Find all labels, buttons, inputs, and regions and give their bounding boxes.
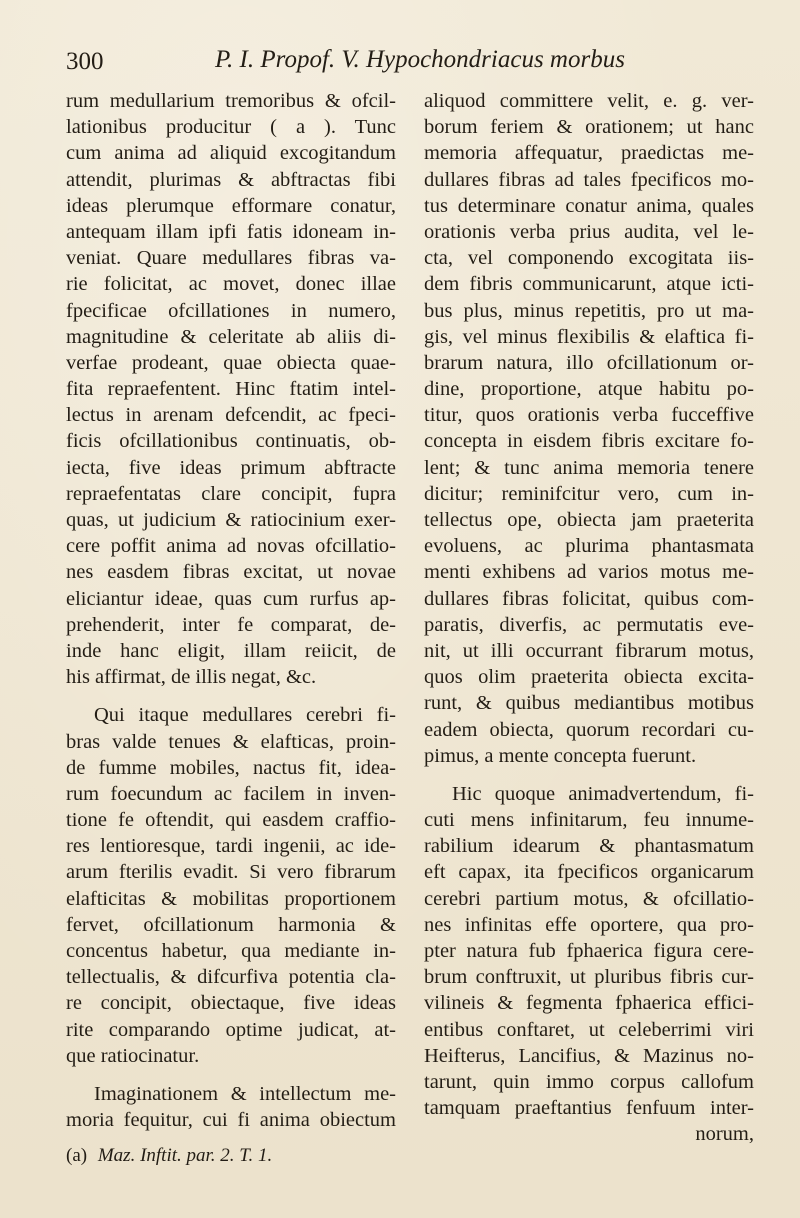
text-line: entibus conftaret, ut celeberrimi viri — [424, 1018, 754, 1041]
text-line: rabilium idearum & phantasmatum — [424, 835, 754, 858]
text-line: dicitur; reminifcitur vero, cum in- — [424, 482, 754, 505]
text-line: tellectualis, & difcurfiva potentia cla- — [66, 966, 396, 989]
text-line: moria fequitur, cui fi anima obiectum — [66, 1109, 396, 1132]
text-line: concepta in eisdem fibris excitare fo- — [424, 430, 754, 453]
text-line: dullares fibras ad tales fpecificos mo- — [424, 168, 754, 191]
text-line: Imaginationem & intellectum me- — [94, 1082, 396, 1105]
text-line: lationibus producitur ( a ). Tunc — [66, 116, 396, 139]
text-line: dem fibris communicarunt, atque icti- — [424, 273, 754, 296]
page-number: 300 — [66, 48, 104, 75]
text-line: vilineis & fegmenta fphaerica effici- — [424, 992, 754, 1015]
paragraph-gap — [66, 1069, 396, 1081]
text-line: tamquam praeftantius fenfuum inter- — [424, 1097, 754, 1120]
text-line: menti exhibens ad varios motus me- — [424, 561, 754, 584]
text-line: magnitudine & celeritate ab aliis di- — [66, 325, 396, 348]
right-text-column — [424, 88, 754, 1148]
text-line: ideas plerumque efformare conatur, — [66, 194, 396, 217]
text-line: borum feriem & orationem; ut hanc — [424, 116, 754, 139]
footnote — [66, 1145, 272, 1167]
left-text-column — [66, 88, 396, 1133]
text-line: verfae prodeant, quae obiecta quae- — [66, 351, 396, 374]
paragraph-gap — [424, 769, 754, 781]
text-line: cerebri partium motus, & ofcillatio- — [424, 887, 754, 910]
text-line: quos olim praeterita obiecta excita- — [424, 666, 754, 689]
text-line: res lentioresque, tardi ingenii, ac ide- — [66, 835, 396, 858]
text-line: fpecificae ofcillationes in numero, — [66, 299, 396, 322]
text-line: inde hanc eligit, illam reiicit, de — [66, 639, 396, 662]
text-line: norum, — [695, 1123, 754, 1146]
text-line: nes easdem fibras excitat, ut novae — [66, 561, 396, 584]
text-line: rite comparando optime judicat, at- — [66, 1018, 396, 1041]
text-line: gis, vel minus flexibilis & elaftica fi- — [424, 325, 754, 348]
text-line: Heifterus, Lancifius, & Mazinus no- — [424, 1044, 754, 1067]
text-line: lectus in arenam defcendit, ac fpeci- — [66, 404, 396, 427]
running-head — [60, 46, 760, 78]
footnote-text: Maz. Inftit. par. 2. T. 1. — [97, 1145, 273, 1166]
text-line: fervet, ofcillationum harmonia & — [66, 913, 396, 936]
text-line: pimus, a mente concepta fuerunt. — [424, 744, 697, 767]
text-line: lent; & tunc anima memoria tenere — [424, 456, 754, 479]
text-line: concentus habetur, qua mediante in- — [66, 940, 396, 962]
text-line: de fumme mobiles, nactus fit, idea- — [66, 756, 396, 779]
text-line: rum foecundum ac facilem in inven- — [66, 782, 396, 805]
text-line: Qui itaque medullares cerebri fi- — [94, 704, 396, 727]
text-line: re concipit, obiectaque, five ideas — [66, 992, 396, 1015]
text-line: cta, vel componendo excogitata iis- — [424, 247, 754, 270]
text-line: aliquod committere velit, e. g. ver- — [424, 90, 754, 112]
text-line: Hic quoque animadvertendum, fi- — [452, 782, 754, 805]
text-line: fita repraefentent. Hinc ftatim intel- — [66, 378, 396, 401]
text-line: dine, proportione, atque habitu po- — [424, 378, 754, 401]
text-line: orationis verba prius audita, vel le- — [424, 220, 754, 243]
text-line: quas, ut judicium & ratiocinium exer- — [66, 509, 396, 531]
text-line: ficis ofcillationibus continuatis, ob- — [66, 430, 396, 453]
text-line: antequam illam ipfi fatis idoneam in- — [66, 220, 396, 243]
text-line: eft capax, ita fpecificos organicarum — [424, 861, 754, 884]
text-line: brum conftruxit, ut pluribus fibris cur- — [424, 966, 754, 989]
paragraph-gap — [66, 690, 396, 702]
text-line: elafticitas & mobilitas proportionem — [66, 887, 396, 910]
running-title: P. I. Propof. V. Hypochondriacus morbus — [215, 46, 625, 73]
text-line: tione fe oftendit, qui easdem craffio- — [66, 809, 396, 832]
text-line: tus determinare conatur anima, quales — [424, 194, 754, 217]
text-line: veniat. Quare medullares fibras va- — [66, 247, 396, 270]
text-line: cere poffit anima ad novas ofcillatio- — [66, 535, 396, 558]
text-line: tellectus ope, obiecta jam praeterita — [424, 509, 754, 531]
text-line: eliciantur ideae, quas cum rurfus ap- — [66, 587, 396, 610]
text-line: nes infinitas effe oportere, qua pro- — [424, 913, 754, 936]
text-line: prehenderit, inter fe comparat, de- — [66, 613, 396, 636]
text-line: iecta, five ideas primum abftracte — [66, 456, 396, 479]
text-line: nit, ut illi occurrant fibrarum motus, — [424, 639, 754, 662]
text-line: memoria affequatur, praedictas me- — [424, 142, 754, 165]
text-line: eadem obiecta, quorum recordari cu- — [424, 718, 754, 741]
text-line: paratis, diverfis, ac permutatis eve- — [424, 613, 754, 636]
text-line: tarunt, quin immo corpus callofum — [424, 1070, 754, 1093]
footnote-marker: (a) — [66, 1145, 88, 1166]
text-line: bus plus, minus repetitis, pro ut ma- — [424, 299, 754, 322]
text-line: evoluens, ac plurima phantasmata — [424, 535, 754, 558]
text-line: rum medullarium tremoribus & ofcil- — [66, 90, 396, 112]
text-line: que ratiocinatur. — [66, 1044, 200, 1067]
text-line: runt, & quibus mediantibus motibus — [424, 692, 754, 715]
text-line: pter natura fub fphaerica figura cere- — [424, 940, 754, 962]
text-line: dullares fibras folicitat, quibus com- — [424, 587, 754, 610]
text-line: cum anima ad aliquid excogitandum — [66, 142, 396, 165]
text-line: cuti mens infinitarum, feu innume- — [424, 809, 754, 832]
text-line: rie folicitat, ac movet, donec illae — [66, 273, 396, 296]
text-line: his affirmat, de illis negat, &c. — [66, 666, 317, 689]
text-line: arum fterilis evadit. Si vero fibrarum — [66, 861, 396, 884]
text-line: bras valde tenues & elafticas, proin- — [66, 730, 396, 753]
text-line: attendit, plurimas & abftractas fibi — [66, 168, 396, 191]
text-line: brarum natura, illo ofcillationum or- — [424, 351, 754, 374]
text-line: titur, quos orationis verba fucceffive — [424, 404, 754, 427]
text-line: repraefentatas clare concipit, fupra — [66, 482, 396, 505]
